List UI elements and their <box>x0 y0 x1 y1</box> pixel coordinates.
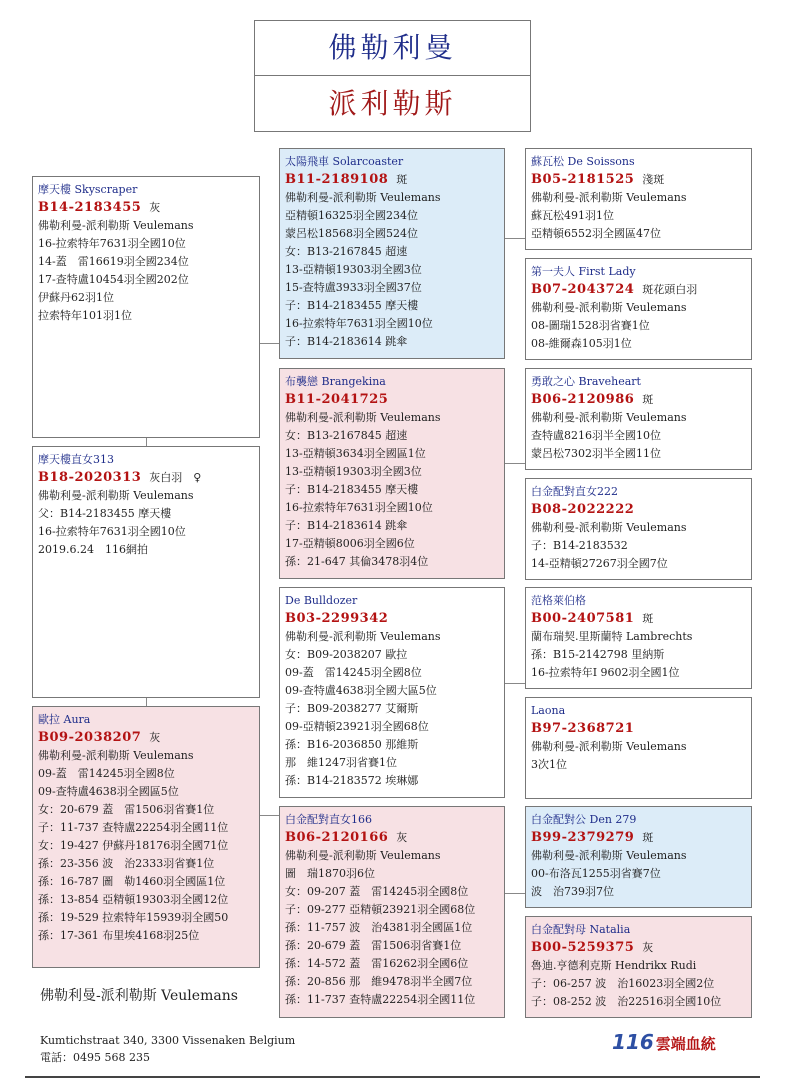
phone: 電話：0495 568 235 <box>40 1051 150 1064</box>
record-line: 佛勒利曼-派利勒斯 Veulemans <box>531 849 687 862</box>
pedigree-box-subject <box>32 446 260 698</box>
record-line: 佛勒利曼-派利勒斯 Veulemans <box>285 411 441 424</box>
record-line: 08-圖瑞1528羽省賽1位 <box>531 319 650 332</box>
ring-number: B09-2038207 <box>38 730 142 745</box>
record-line: 女：09-207 蓋 雷14245羽全國8位 <box>285 885 469 898</box>
record-line: 拉索特年101羽1位 <box>38 309 132 322</box>
record-line: 3次1位 <box>531 758 567 771</box>
pedigree-box-ss-dam <box>525 258 752 360</box>
color-sex: 灰 <box>396 831 408 844</box>
pedigree-box-sire <box>32 176 260 438</box>
owner-name: 佛勒利曼-派利勒斯 Veulemans <box>40 988 238 1004</box>
color-sex: 灰 <box>149 731 161 744</box>
pigeon-name: 白金配對公 Den 279 <box>531 813 637 826</box>
record-line: 00-布洛瓦1255羽省賽7位 <box>531 867 661 880</box>
connector-line <box>146 697 147 706</box>
pigeon-name: 第一夫人 First Lady <box>531 265 636 278</box>
ring-number: B00-2407581 <box>531 611 635 626</box>
pedigree-box-sire-sire <box>279 148 505 359</box>
pedigree-box-dd-dam <box>525 916 752 1018</box>
connector-line <box>505 683 525 684</box>
record-line: 孫：17-361 布里埃4168羽25位 <box>38 929 200 942</box>
record-line: 孫：B15-2142798 里納斯 <box>531 648 665 661</box>
record-line: 13-亞精頓19303羽全國3位 <box>285 263 422 276</box>
record-line: 孫：20-856 那 維9478羽半全國7位 <box>285 975 473 988</box>
record-line: 女：B13-2167845 超速 <box>285 429 408 442</box>
color-sex: 斑 <box>642 612 654 625</box>
record-line: 蒙呂松7302羽半全國11位 <box>531 447 661 460</box>
contact-block <box>40 1032 295 1066</box>
record-line: 孫：13-854 亞精頓19303羽全國12位 <box>38 893 229 906</box>
record-line: 子：11-737 查特盧22254羽全國11位 <box>38 821 229 834</box>
pigeon-name: 摩天樓直女313 <box>38 453 114 466</box>
color-sex: 斑 <box>396 173 408 186</box>
record-line: 15-查特盧3933羽全國37位 <box>285 281 422 294</box>
title-box <box>254 20 531 132</box>
pigeon-name: 摩天樓 Skyscraper <box>38 183 138 196</box>
record-line: 17-亞精頓8006羽全國6位 <box>285 537 415 550</box>
record-line: 14-蓋 雷16619羽全國234位 <box>38 255 189 268</box>
connector-line <box>505 893 525 894</box>
record-line: 09-蓋 雷14245羽全國8位 <box>38 767 175 780</box>
pigeon-name: 勇敢之心 Braveheart <box>531 375 641 388</box>
record-line: 佛勒利曼-派利勒斯 Veulemans <box>285 849 441 862</box>
record-line: 圖 瑞1870羽6位 <box>285 867 375 880</box>
ring-number: B06-2120166 <box>285 830 389 845</box>
record-line: 佛勒利曼-派利勒斯 Veulemans <box>285 191 441 204</box>
record-line: 那 維1247羽省賽1位 <box>285 756 397 769</box>
record-line: 佛勒利曼-派利勒斯 Veulemans <box>38 489 194 502</box>
pigeon-name: 范格萊伯格 <box>531 594 586 607</box>
ring-number: B97-2368721 <box>531 721 635 736</box>
title-line-2: 派利勒斯 <box>328 87 457 120</box>
pigeon-name: 白金配對母 Natalia <box>531 923 631 936</box>
ring-number: B03-2299342 <box>285 611 389 626</box>
pedigree-box-ds-dam <box>525 697 752 799</box>
record-line: 16-拉索特年7631羽全國10位 <box>38 237 186 250</box>
pigeon-name: 白金配對直女222 <box>531 485 618 498</box>
record-line: 子：06-257 波 治16023羽全國2位 <box>531 977 715 990</box>
record-line: 09-蓋 雷14245羽全國8位 <box>285 666 422 679</box>
record-line: 09-查特盧4638羽全國區5位 <box>38 785 179 798</box>
record-line: 佛勒利曼-派利勒斯 Veulemans <box>531 740 687 753</box>
color-sex: 灰 <box>642 941 654 954</box>
color-sex: 斑花頭白羽 <box>642 283 698 296</box>
record-line: 子：09-277 亞精頓23921羽全國68位 <box>285 903 476 916</box>
record-line: 08-維爾森105羽1位 <box>531 337 632 350</box>
record-line: 子：B14-2183532 <box>531 539 628 552</box>
record-line: 伊蘇丹62羽1位 <box>38 291 114 304</box>
color-sex: 斑 <box>642 393 654 406</box>
record-line: 女：19-427 伊蘇丹18176羽全國71位 <box>38 839 229 852</box>
record-line: 佛勒利曼-派利勒斯 Veulemans <box>38 219 194 232</box>
record-line: 孫：20-679 蓋 雷1506羽省賽1位 <box>285 939 462 952</box>
pigeon-name: 布襲戀 Brangekina <box>285 375 386 388</box>
record-line: 13-亞精頓19303羽全國3位 <box>285 465 422 478</box>
ring-number: B07-2043724 <box>531 282 635 297</box>
bottom-divider <box>25 1076 760 1078</box>
record-line: 16-拉索特年7631羽全國10位 <box>285 501 433 514</box>
record-line: 女：B09-2038207 歐拉 <box>285 648 408 661</box>
record-line: 孫：B16-2036850 那維斯 <box>285 738 419 751</box>
pedigree-box-ss-sire <box>525 148 752 250</box>
pedigree-box-dam <box>32 706 260 968</box>
color-sex: 淺斑 <box>642 173 665 186</box>
record-line: 17-查特盧10454羽全國202位 <box>38 273 189 286</box>
pedigree-box-ds-sire <box>525 587 752 689</box>
record-line: 子：B14-2183455 摩天樓 <box>285 299 419 312</box>
ring-number: B18-2020313 <box>38 470 142 485</box>
record-line: 父：B14-2183455 摩天樓 <box>38 507 172 520</box>
record-line: 佛勒利曼-派利勒斯 Veulemans <box>285 630 441 643</box>
logo-number: 116 <box>612 1030 654 1054</box>
record-line: 孫：B14-2183572 埃琳娜 <box>285 774 419 787</box>
record-line: 孫：16-787 圖 勒1460羽全國區1位 <box>38 875 226 888</box>
pigeon-name: 白金配對直女166 <box>285 813 372 826</box>
ring-number: B08-2022222 <box>531 502 635 517</box>
record-line: 女：B13-2167845 超速 <box>285 245 408 258</box>
record-line: 蘇瓦松491羽1位 <box>531 209 614 222</box>
brand-logo <box>612 1030 716 1054</box>
record-line: 13-亞精頓3634羽全國區1位 <box>285 447 426 460</box>
pedigree-box-dd-sire <box>525 806 752 908</box>
record-line: 蘭布瑞契.里斯蘭特 Lambrechts <box>531 630 693 643</box>
connector-line <box>260 815 279 816</box>
record-line: 14-亞精頓27267羽全國7位 <box>531 557 668 570</box>
record-line: 孫：11-737 查特盧22254羽全國11位 <box>285 993 476 1006</box>
pigeon-name: De Bulldozer <box>285 594 358 607</box>
record-line: 亞精頓16325羽全國234位 <box>285 209 418 222</box>
record-line: 孫：23-356 波 治2333羽省賽1位 <box>38 857 215 870</box>
pigeon-name: 蘇瓦松 De Soissons <box>531 155 635 168</box>
record-line: 09-查特盧4638羽全國大區5位 <box>285 684 437 697</box>
record-line: 孫：21-647 其倫3478羽4位 <box>285 555 429 568</box>
pedigree-box-sd-sire <box>525 368 752 470</box>
record-line: 查特盧8216羽半全國10位 <box>531 429 661 442</box>
pigeon-name: Laona <box>531 704 566 717</box>
ring-number: B99-2379279 <box>531 830 635 845</box>
record-line: 16-拉索特年I 9602羽全國1位 <box>531 666 680 679</box>
ring-number: B00-5259375 <box>531 940 635 955</box>
record-line: 蒙呂松18568羽全國524位 <box>285 227 418 240</box>
logo-text: 雲端血統 <box>655 1035 716 1053</box>
connector-line <box>505 238 525 239</box>
ring-number: B05-2181525 <box>531 172 635 187</box>
record-line: 16-拉索特年7631羽全國10位 <box>38 525 186 538</box>
pedigree-box-dam-sire <box>279 587 505 798</box>
record-line: 亞精頓6552羽全國區47位 <box>531 227 661 240</box>
pigeon-name: 歐拉 Aura <box>38 713 91 726</box>
record-line: 佛勒利曼-派利勒斯 Veulemans <box>531 521 687 534</box>
ring-number: B06-2120986 <box>531 392 635 407</box>
color-sex: 灰 <box>149 201 161 214</box>
color-sex: 斑 <box>642 831 654 844</box>
record-line: 女：20-679 蓋 雷1506羽省賽1位 <box>38 803 215 816</box>
pedigree-box-sd-dam <box>525 478 752 580</box>
address: Kumtichstraat 340, 3300 Vissenaken Belgium <box>40 1034 296 1047</box>
connector-line <box>505 463 525 464</box>
record-line: 孫：14-572 蓋 雷16262羽全國6位 <box>285 957 469 970</box>
record-line: 子：B14-2183614 跳傘 <box>285 519 408 532</box>
connector-line <box>260 343 279 344</box>
record-line: 子：B09-2038277 艾爾斯 <box>285 702 419 715</box>
record-line: 16-拉索特年7631羽全國10位 <box>285 317 433 330</box>
pigeon-name: 太陽飛車 Solarcoaster <box>285 155 404 168</box>
record-line: 09-亞精頓23921羽全國68位 <box>285 720 429 733</box>
record-line: 佛勒利曼-派利勒斯 Veulemans <box>531 191 687 204</box>
record-line: 子：08-252 波 治22516羽全國10位 <box>531 995 722 1008</box>
pedigree-box-sire-dam <box>279 368 505 579</box>
record-line: 2019.6.24 116網拍 <box>38 543 148 556</box>
record-line: 魯迪.亨德利克斯 Hendrikx Rudi <box>531 959 697 972</box>
record-line: 佛勒利曼-派利勒斯 Veulemans <box>38 749 194 762</box>
ring-number: B14-2183455 <box>38 200 142 215</box>
color-sex: 灰白羽 ♀ <box>149 471 202 484</box>
pedigree-box-dam-dam <box>279 806 505 1018</box>
record-line: 孫：19-529 拉索特年15939羽全國50 <box>38 911 229 924</box>
connector-line <box>146 437 147 446</box>
record-line: 孫：11-757 波 治4381羽全國區1位 <box>285 921 473 934</box>
ring-number: B11-2041725 <box>285 392 389 407</box>
record-line: 佛勒利曼-派利勒斯 Veulemans <box>531 411 687 424</box>
record-line: 子：B14-2183455 摩天樓 <box>285 483 419 496</box>
record-line: 波 治739羽7位 <box>531 885 614 898</box>
ring-number: B11-2189108 <box>285 172 389 187</box>
record-line: 子：B14-2183614 跳傘 <box>285 335 408 348</box>
record-line: 佛勒利曼-派利勒斯 Veulemans <box>531 301 687 314</box>
title-line-1: 佛勒利曼 <box>255 21 530 76</box>
